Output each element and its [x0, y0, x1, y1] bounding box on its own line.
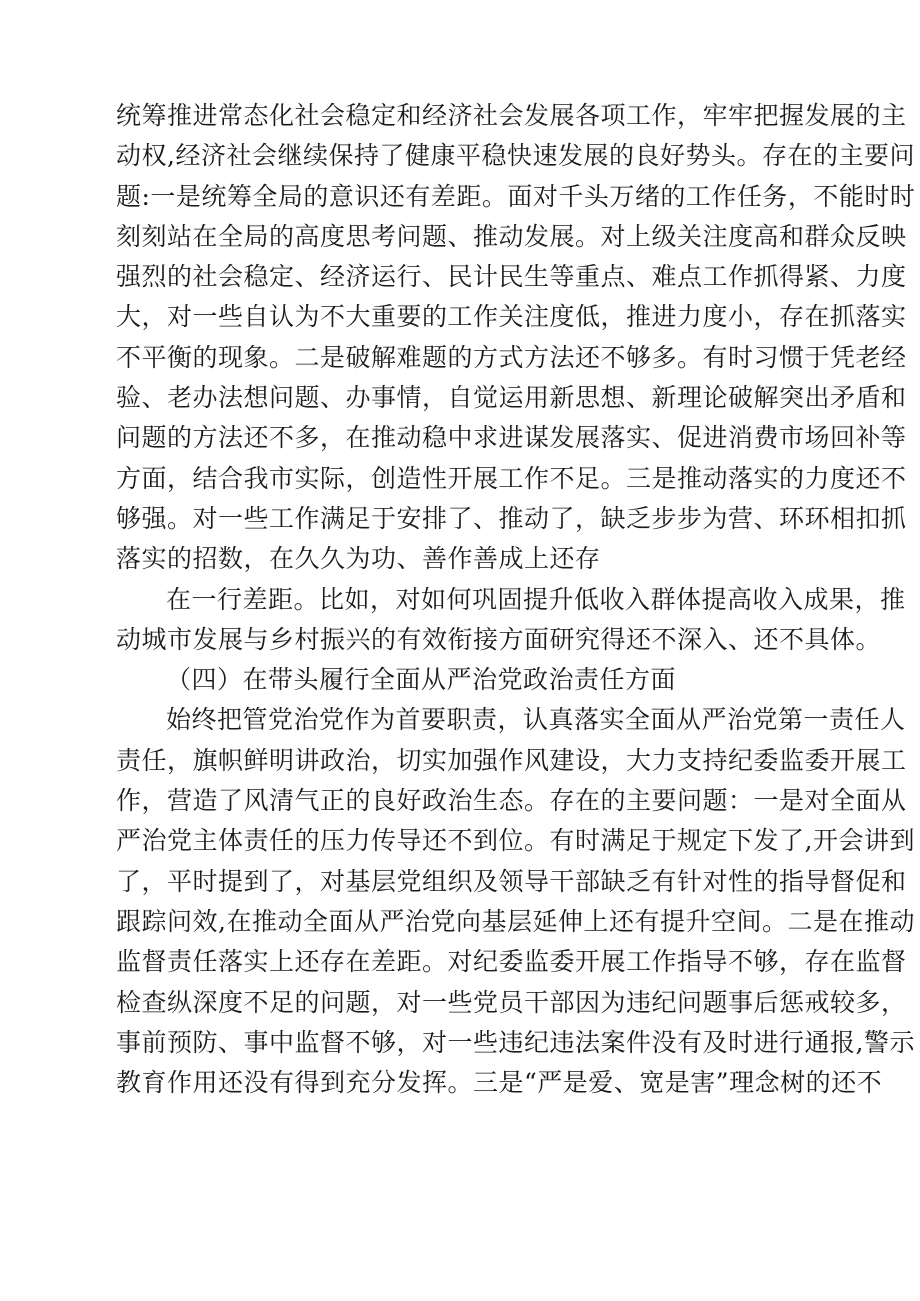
document-body — [116, 96, 916, 1103]
text-line: 了，平时提到了，对基层党组织及领导干部缺乏有针对性的指导督促和 — [116, 866, 907, 896]
text-line: 验、老办法想问题、办事情，自觉运用新思想、新理论破解突出矛盾和 — [116, 383, 907, 413]
text-line: 问题的方法还不多，在推动稳中求进谋发展落实、促进消费市场回补等 — [116, 423, 907, 453]
text-line: 强烈的社会稳定、经济运行、民计民生等重点、难点工作抓得紧、力度 — [116, 262, 907, 292]
paragraph-2 — [116, 580, 906, 661]
text-line: 严治党主体责任的压力传导还不到位。有时满足于规定下发了,开会讲到 — [116, 826, 915, 856]
text-line: 大，对一些自认为不大重要的工作关注度低，推进力度小，存在抓落实 — [116, 302, 907, 332]
text-line: 方面，结合我市实际，创造性开展工作不足。三是推动落实的力度还不 — [116, 463, 907, 493]
text-line: 始终把管党治党作为首要职责，认真落实全面从严治党第一责任人 — [166, 705, 906, 735]
text-line: 刻刻站在全局的高度思考问题、推动发展。对上级关注度高和群众反映 — [116, 221, 907, 251]
text-line: 教育作用还没有得到充分发挥。三是“严是爱、宽是害”理念树的还不 — [116, 1068, 883, 1098]
text-line: 跟踪问效,在推动全面从严治党向基层延伸上还有提升空间。二是在推动 — [116, 906, 915, 936]
paragraph-3 — [116, 700, 915, 1103]
text-line: 作，营造了风清气正的良好政治生态。存在的主要问题：一是对全面从 — [116, 786, 907, 816]
text-line: 责任，旗帜鲜明讲政治，切实加强作风建设，大力支持纪委监委开展工 — [116, 745, 907, 775]
text-line: 在一行差距。比如，对如何巩固提升低收入群体提高收入成果，推 — [166, 584, 906, 614]
text-line: 动城市发展与乡村振兴的有效衔接方面研究得还不深入、还不具体。 — [116, 624, 882, 654]
text-line: 够强。对一些工作满足于安排了、推动了，缺乏步步为营、环环相扣抓 — [116, 503, 907, 533]
text-line: 统筹推进常态化社会稳定和经济社会发展各项工作，牢牢把握发展的主 — [116, 101, 907, 130]
text-line: 落实的招数，在久久为功、善作善成上还存 — [116, 544, 601, 574]
text-line: 事前预防、事中监督不够，对一些违纪违法案件没有及时进行通报,警示 — [116, 1027, 915, 1057]
text-line: 检查纵深度不足的问题，对一些党员干部因为违纪问题事后惩戒较多， — [116, 987, 907, 1017]
text-line: 题:一是统筹全局的意识还有差距。面对千头万绪的工作任务，不能时时 — [116, 181, 916, 211]
paragraph-1 — [116, 96, 916, 580]
section-heading: （四）在带头履行全面从严治党政治责任方面 — [166, 665, 677, 695]
text-line: 监督责任落实上还存在差距。对纪委监委开展工作指导不够，存在监督 — [116, 947, 907, 977]
text-line: 动权,经济社会继续保持了健康平稳快速发展的良好势头。存在的主要问 — [116, 141, 915, 171]
text-line: 不平衡的现象。二是破解难题的方式方法还不够多。有时习惯于凭老经 — [116, 342, 907, 372]
